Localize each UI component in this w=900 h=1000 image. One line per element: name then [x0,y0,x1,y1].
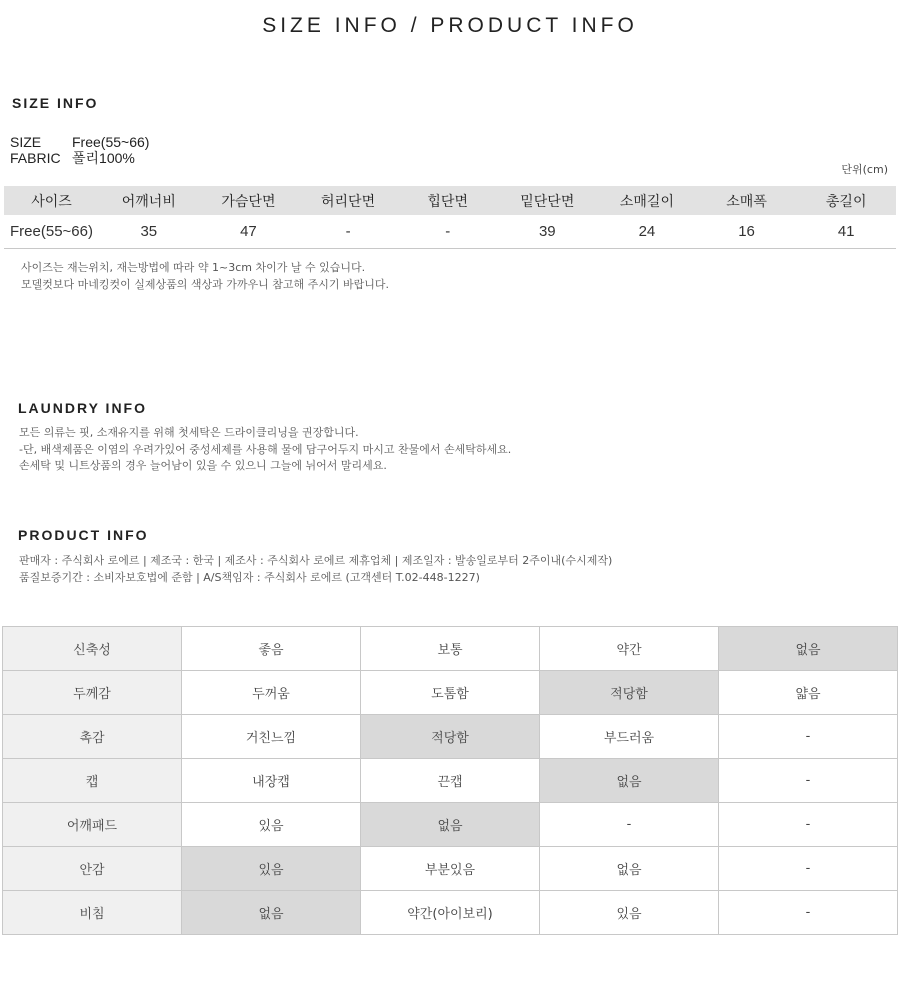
property-option: 있음 [182,803,361,847]
col-header: 힙단면 [398,186,498,215]
size-table-header [4,186,896,215]
property-option: 얇음 [719,671,898,715]
product-property-table [2,626,898,935]
size-cell: 16 [697,215,797,248]
size-cell: Free(55~66) [4,215,99,248]
property-option: 없음 [182,891,361,935]
property-option: - [719,715,898,759]
laundry-line: -단, 배색제품은 이염의 우려가있어 중성세제를 사용해 물에 담구어두지 마시고 찬물에서 손세탁하세요. [19,442,512,456]
property-option: - [719,759,898,803]
property-option: - [719,803,898,847]
product-line: 품질보증기간 : 소비자보호법에 준함 | A/S책임자 : 주식회사 로에르 (고객센터 T.02-448-1227) [19,570,480,584]
property-label: 신축성 [3,627,182,671]
col-header: 총길이 [796,186,896,215]
property-option: 보통 [361,627,540,671]
page-title: SIZE INFO / PRODUCT INFO [262,14,638,37]
property-option: 부드러움 [540,715,719,759]
col-header: 소매길이 [597,186,697,215]
product-notes [19,553,612,586]
property-option: 있음 [540,891,719,935]
property-row [3,891,898,935]
property-row [3,671,898,715]
laundry-line: 손세탁 및 니트상품의 경우 늘어남이 있을 수 있으니 그늘에 뉘어서 말리세요. [19,459,387,472]
property-row [3,803,898,847]
size-value: Free(55~66) [72,134,150,150]
fabric-label: FABRIC [10,150,61,166]
col-header: 허리단면 [298,186,398,215]
size-cell: 39 [498,215,598,248]
property-option: - [719,847,898,891]
property-option: 있음 [182,847,361,891]
property-option: 좋음 [182,627,361,671]
property-label: 안감 [3,847,182,891]
property-option: 약간(아이보리) [361,891,540,935]
laundry-info-heading: LAUNDRY INFO [18,400,147,416]
product-line: 판매자 : 주식회사 로에르 | 제조국 : 한국 | 제조사 : 주식회사 로에르 제휴업체 | 제조일자 : 발송일로부터 2주이내(수시제작) [19,554,613,567]
property-row [3,847,898,891]
size-cell: 24 [597,215,697,248]
product-info-heading: PRODUCT INFO [18,527,149,543]
property-option: 거친느낌 [182,715,361,759]
property-option: 없음 [540,759,719,803]
property-option: 없음 [540,847,719,891]
property-option: 적당함 [361,715,540,759]
property-option: - [719,891,898,935]
property-label: 촉감 [3,715,182,759]
property-label: 캡 [3,759,182,803]
col-header: 가슴단면 [199,186,299,215]
size-info-heading: SIZE INFO [12,95,99,111]
property-option: 없음 [719,627,898,671]
property-option: 부분있음 [361,847,540,891]
property-option: 약간 [540,627,719,671]
col-header: 사이즈 [4,186,99,215]
property-row [3,715,898,759]
size-note-line: 모델컷보다 마네킹컷이 실제상품의 색상과 가까우니 참고해 주시기 바랍니다. [21,277,390,291]
spec-size-row [10,134,149,150]
col-header: 소매폭 [697,186,797,215]
size-cell: 41 [796,215,896,248]
property-option: 적당함 [540,671,719,715]
size-notes [21,260,389,293]
spec-fabric-row [10,150,149,166]
size-cell: - [398,215,498,248]
laundry-notes [19,425,511,475]
size-note-line: 사이즈는 재는위치, 재는방법에 따라 약 1~3cm 차이가 날 수 있습니다. [21,261,366,274]
spec-block [10,134,149,166]
table-row [4,215,896,248]
size-table [4,186,896,249]
unit-label: 단위(cm) [841,163,888,176]
property-option: 끈캡 [361,759,540,803]
size-cell: 35 [99,215,199,248]
property-row [3,627,898,671]
property-label: 두께감 [3,671,182,715]
property-option: 내장캡 [182,759,361,803]
property-option: 도톰함 [361,671,540,715]
property-option: - [540,803,719,847]
property-label: 어깨패드 [3,803,182,847]
fabric-value: 폴리100% [72,150,135,166]
property-row [3,759,898,803]
size-label: SIZE [10,134,42,150]
laundry-line: 모든 의류는 핏, 소재유지를 위해 첫세탁은 드라이클리닝을 권장합니다. [19,426,359,439]
property-label: 비침 [3,891,182,935]
property-option: 없음 [361,803,540,847]
size-cell: 47 [199,215,299,248]
property-option: 두꺼움 [182,671,361,715]
size-cell: - [298,215,398,248]
col-header: 어깨너비 [99,186,199,215]
col-header: 밑단단면 [498,186,598,215]
